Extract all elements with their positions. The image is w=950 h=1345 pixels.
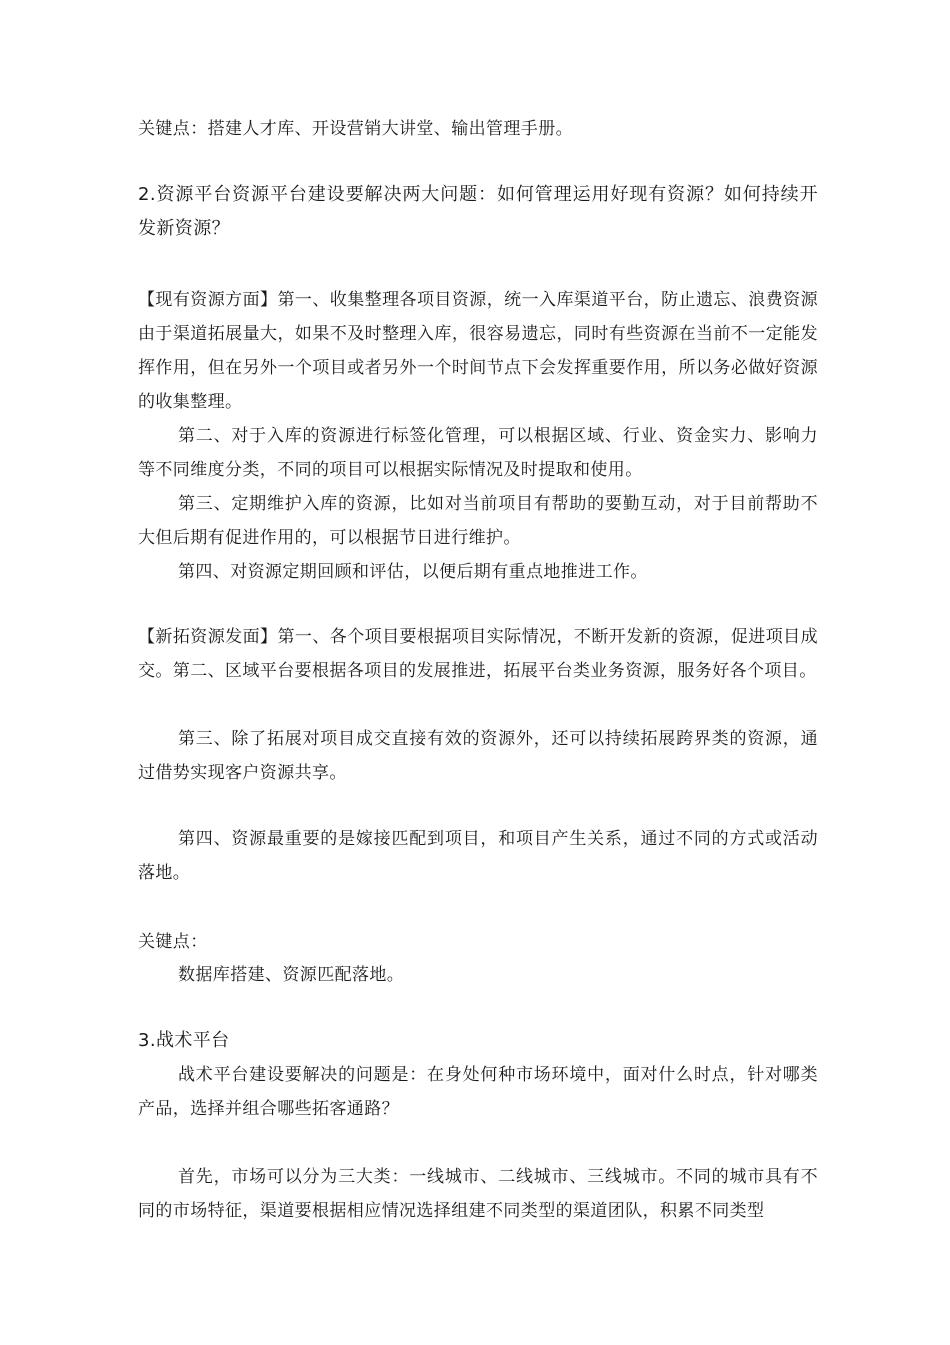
tactics-paragraph-2: 首先，市场可以分为三大类：一线城市、二线城市、三线城市。不同的城市具有不同的市场特征，渠道要根据相应情况选择组建不同类型的渠道团队，积累不同类型 [138,1167,818,1221]
existing-resources-paragraph-4: 第四、对资源定期回顾和评估，以便后期有重点地推进工作。 [178,562,648,582]
key-point-paragraph: 关键点：搭建人才库、开设营销大讲堂、输出管理手册。 [138,119,573,139]
existing-resources-paragraph-3: 第三、定期维护入库的资源，比如对当前项目有帮助的要勤互动，对于目前帮助不大但后期有促进作用的，可以根据节日进行维护。 [138,494,818,548]
new-resources-paragraph-3: 第四、资源最重要的是嫁接匹配到项目，和项目产生关系，通过不同的方式或活动落地。 [138,829,818,883]
key-point-text: 数据库搭建、资源匹配落地。 [178,965,405,985]
existing-resources-paragraph-2: 第二、对于入库的资源进行标签化管理，可以根据区域、行业、资金实力、影响力等不同维度分类，不同的项目可以根据实际情况及时提取和使用。 [138,426,818,480]
section-heading-resource-platform: 2.资源平台资源平台建设要解决两大问题：如何管理运用好现有资源？如何持续开发新资源？ [138,184,818,239]
tactics-paragraph-1: 战术平台建设要解决的问题是：在身处何种市场环境中，面对什么时点，针对哪类产品，选择并组合哪些拓客通路？ [138,1065,818,1119]
new-resources-paragraph-2: 第三、除了拓展对项目成交直接有效的资源外，还可以持续拓展跨界类的资源，通过借势实现客户资源共享。 [138,729,818,783]
key-point-label: 关键点： [138,932,208,952]
section-heading-tactics-platform: 3.战术平台 [138,1030,230,1051]
existing-resources-paragraph-1: 【现有资源方面】第一、收集整理各项目资源，统一入库渠道平台，防止遗忘、浪费资源由于渠道拓展量大，如果不及时整理入库，很容易遗忘，同时有些资源在当前不一定能发挥作用，但在另外一个项目或者另外一个时间节点下会发挥重要作用，所以务必做好资源的收集整理。 [138,290,818,412]
new-resources-paragraph-1: 【新拓资源发面】第一、各个项目要根据项目实际情况，不断开发新的资源，促进项目成交。第二、区域平台要根据各项目的发展推进，拓展平台类业务资源，服务好各个项目。 [138,627,818,681]
